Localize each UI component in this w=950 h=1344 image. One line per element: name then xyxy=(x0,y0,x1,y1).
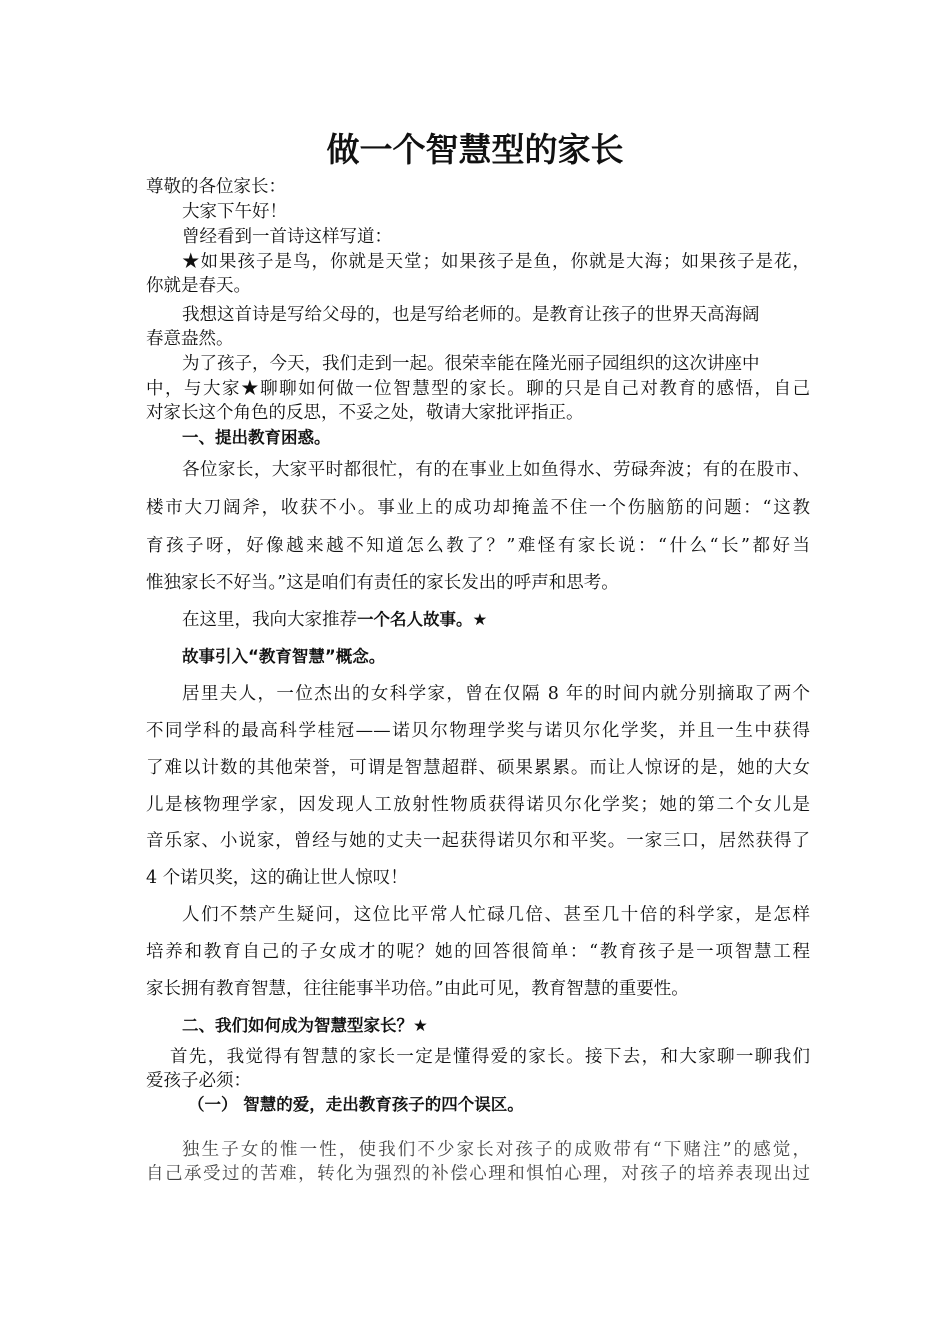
poem-line-2: 你就是春天。 xyxy=(146,276,251,296)
busy-line-1: 各位家长，大家平时都很忙，有的在事业上如鱼得水、劳碌奔波；有的在股市、 xyxy=(182,460,810,480)
only-child-line-2: 自己承受过的苦难，转化为强烈的补偿心理和惧怕心理，对孩子的培养表现出过 xyxy=(146,1164,810,1184)
heading-1: 一、提出教育困惑。 xyxy=(182,428,331,447)
meet-line-3: 对家长这个角色的反思，不妥之处，敬请大家批评指正。 xyxy=(146,403,584,423)
story-text: 在这里，我向大家推荐 xyxy=(182,610,357,630)
ask-line-3: 家长拥有教育智慧，往往能事半功倍。”由此可见，教育智慧的重要性。 xyxy=(146,979,689,999)
only-child-line-1: 独生子女的惟一性，使我们不少家长对孩子的成败带有“下赌注”的感觉， xyxy=(182,1140,810,1160)
busy-line-2: 楼市大刀阔斧，收获不小。事业上的成功却掩盖不住一个伤脑筋的问题：“这教 xyxy=(146,498,810,518)
ask-line-1: 人们不禁产生疑问，这位比平常人忙碌几倍、甚至几十倍的科学家，是怎样 xyxy=(182,905,810,925)
curie-line-1: 居里夫人，一位杰出的女科学家，曾在仅隔 8 年的时间内就分别摘取了两个 xyxy=(182,684,810,704)
meet-line-1: 为了孩子，今天，我们走到一起。很荣幸能在隆光丽子园组织的这次讲座中 xyxy=(182,354,760,374)
curie-line-2: 不同学科的最高科学桂冠——诺贝尔物理学奖与诺贝尔化学奖，并且一生中获得 xyxy=(146,721,810,741)
heading-2: 二、我们如何成为智慧型家长？★ xyxy=(182,1016,428,1035)
page-title: 做一个智慧型的家长 xyxy=(326,130,624,169)
story-line xyxy=(182,609,810,631)
heading-story: 故事引入“教育智慧”概念。 xyxy=(182,647,386,666)
poem-line-1: ★如果孩子是鸟，你就是天堂；如果孩子是鱼，你就是大海；如果孩子是花， xyxy=(182,252,810,272)
busy-line-4: 惟独家长不好当。”这是咱们有责任的家长发出的呼声和思考。 xyxy=(146,573,619,593)
salutation: 尊敬的各位家长： xyxy=(146,177,286,197)
curie-line-6: 4 个诺贝奖，这的确让世人惊叹！ xyxy=(146,868,408,888)
poem-intro: 曾经看到一首诗这样写道： xyxy=(182,227,392,247)
ask-line-2: 培养和教育自己的子女成才的呢？她的回答很简单：“教育孩子是一项智慧工程 xyxy=(146,942,810,962)
think-line-1: 我想这首诗是写给父母的，也是写给老师的。是教育让孩子的世界天高海阔 xyxy=(182,305,760,325)
first-line-1: 首先，我觉得有智慧的家长一定是懂得爱的家长。接下去，和大家聊一聊我们 xyxy=(170,1047,810,1067)
first-line-2: 爱孩子必须： xyxy=(146,1071,251,1091)
story-emphasis: 一个名人故事。★ xyxy=(357,610,488,629)
curie-line-4: 儿是核物理学家，因发现人工放射性物质获得诺贝尔化学奖；她的第二个女儿是 xyxy=(146,795,810,815)
heading-2-1: （一） 智慧的爱，走出教育孩子的四个误区。 xyxy=(188,1095,524,1114)
curie-line-3: 了难以计数的其他荣誉，可谓是智慧超群、硕果累累。而让人惊讶的是，她的大女 xyxy=(146,758,810,778)
meet-line-2: 中，与大家★聊聊如何做一位智慧型的家长。聊的只是自己对教育的感悟，自己 xyxy=(146,379,810,399)
greeting: 大家下午好！ xyxy=(182,202,287,222)
think-line-2: 春意盎然。 xyxy=(146,329,234,349)
busy-line-3: 育孩子呀，好像越来越不知道怎么教了？”难怪有家长说：“什么“长”都好当 xyxy=(146,536,810,556)
curie-line-5: 音乐家、小说家，曾经与她的丈夫一起获得诺贝尔和平奖。一家三口，居然获得了 xyxy=(146,831,810,851)
